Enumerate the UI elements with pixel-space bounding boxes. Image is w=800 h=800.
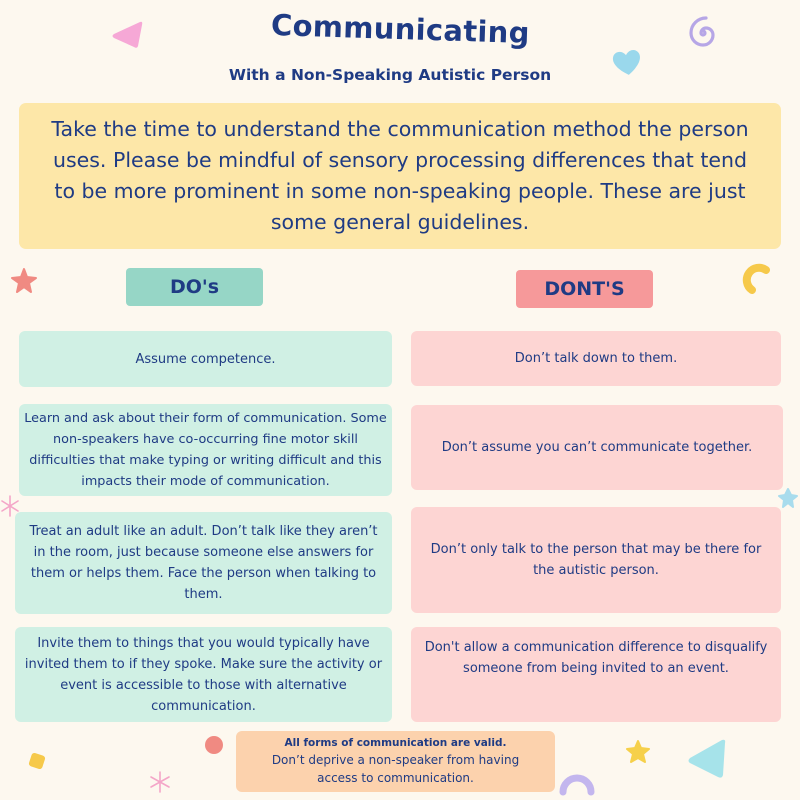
do-card-4: Invite them to things that you would typically have invited them to if they spoke. Make sure the activity or event is accessible to those with alternative communication.: [15, 627, 392, 722]
footer-text: Don’t deprive a non-speaker from having access to communication.: [271, 753, 520, 785]
footer-bold-text: All forms of communication are valid.: [284, 737, 507, 749]
yellow-star-icon: [625, 739, 651, 765]
yellow-arc-icon: [744, 264, 774, 300]
donts-header: DONT'S: [516, 270, 653, 308]
dont-card-2: Don’t assume you can’t communicate together.: [411, 405, 783, 490]
lavender-arc-icon: [558, 770, 596, 800]
blue-star-icon: [777, 487, 799, 509]
do-card-3: Treat an adult like an adult. Don’t talk like they aren’t in the room, just because someone else answers for them or helps them. Face the person when talking to them.: [15, 512, 392, 614]
dont-card-3: Don’t only talk to the person that may be there for the autistic person.: [411, 507, 781, 613]
page-subtitle: With a Non-Speaking Autistic Person: [228, 66, 552, 84]
dos-header: DO's: [126, 268, 263, 306]
footer-note: [236, 731, 555, 792]
dont-card-4: Don't allow a communication difference to disqualify someone from being invited to an event.: [411, 627, 781, 722]
intro-box: Take the time to understand the communication method the person uses. Please be mindful of sensory processing differences that tend to be more prominent in some non-speaking people. These are just some general guidelines.: [19, 103, 781, 249]
yellow-square-icon: [26, 750, 48, 772]
dont-card-1: Don’t talk down to them.: [411, 331, 781, 386]
coral-star-icon: [10, 267, 38, 295]
coral-dot-icon: [204, 735, 224, 755]
do-card-2: Learn and ask about their form of communication. Some non-speakers have co-occurring fine motor skill difficulties that make typing or writing difficult and this impacts their mode of communication.: [19, 404, 392, 496]
do-card-1: Assume competence.: [19, 331, 392, 387]
page-title: Communicating: [270, 7, 530, 51]
pink-sparkle-icon: [149, 770, 171, 794]
blue-triangle-icon: [686, 737, 728, 781]
